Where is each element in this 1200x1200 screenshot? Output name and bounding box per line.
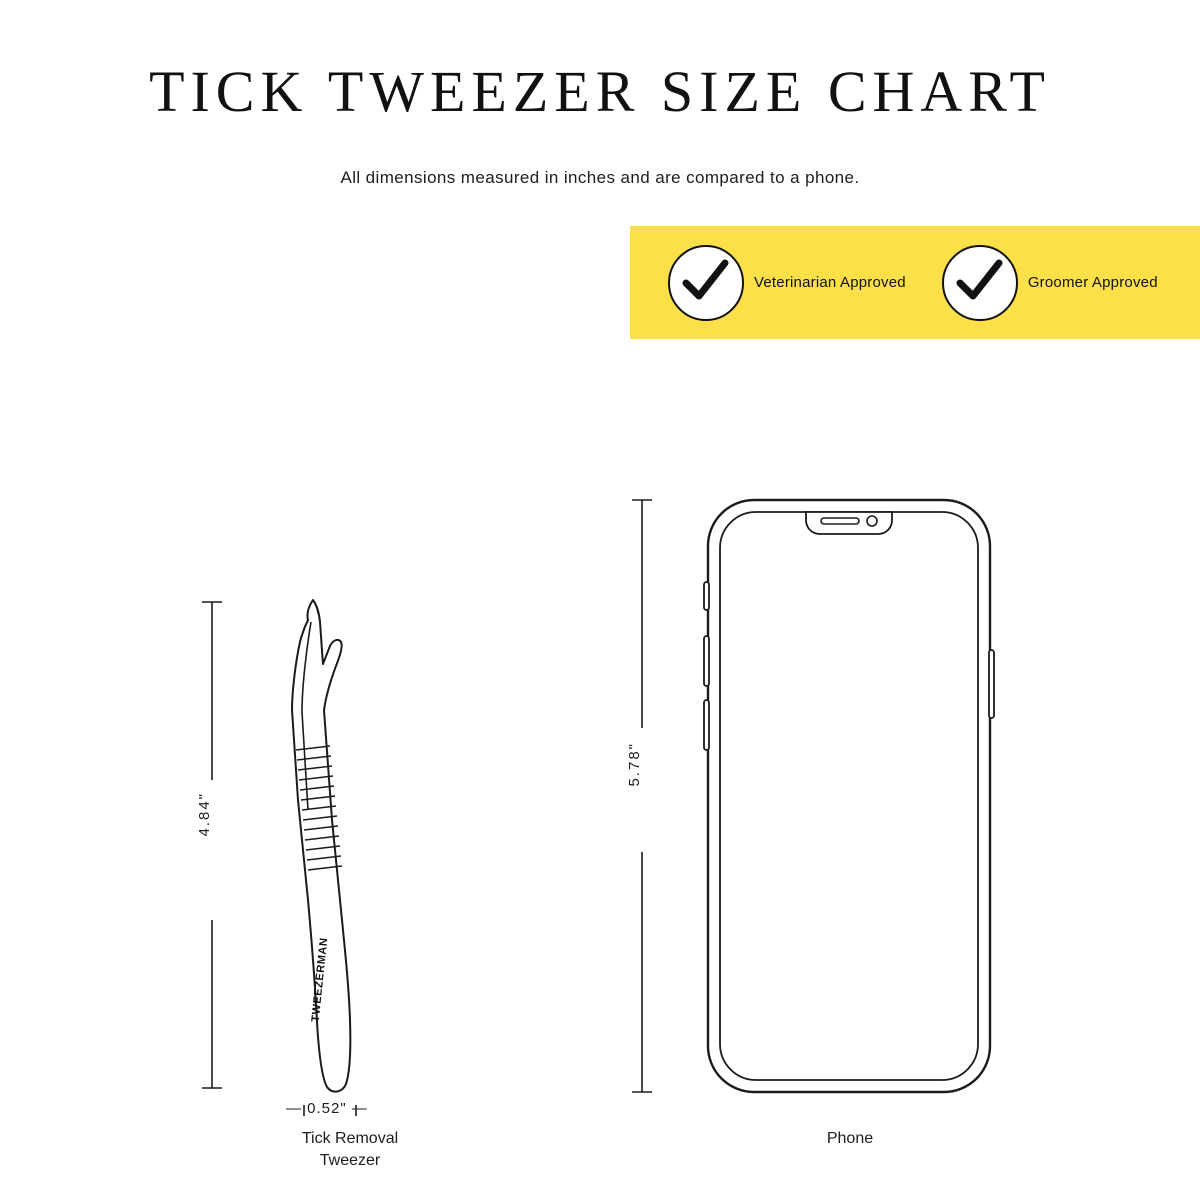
tweezer-caption-line-1: Tick Removal: [301, 1130, 399, 1147]
tweezer-caption-line-2: Tweezer: [319, 1152, 381, 1169]
badge-groomer-approved: [942, 245, 1158, 321]
phone-diagram: [620, 460, 1040, 1160]
badge-label: Groomer Approved: [1027, 274, 1158, 291]
badge-label: Veterinarian Approved: [754, 274, 906, 291]
tweezer-height-label: 4.84": [196, 792, 213, 837]
svg-text:TWEEZERMAN: TWEEZERMAN: [309, 936, 331, 1023]
phone-caption-line-1: Phone: [826, 1130, 874, 1147]
checkmark-icon: [668, 245, 744, 321]
phone-caption: [660, 1128, 1040, 1150]
approval-banner: [630, 226, 1200, 339]
checkmark-icon: [942, 245, 1018, 321]
page-title: TICK TWEEZER SIZE CHART: [149, 59, 1051, 124]
badge-veterinarian-approved: [668, 245, 906, 321]
page-subtitle: All dimensions measured in inches and are compared to a phone.: [340, 168, 860, 187]
tweezer-caption: [180, 1128, 520, 1172]
tweezer-width-label: — 0.52" —: [286, 1100, 368, 1117]
tweezer-diagram: [180, 560, 480, 1160]
phone-height-label: 5.78": [626, 742, 643, 787]
